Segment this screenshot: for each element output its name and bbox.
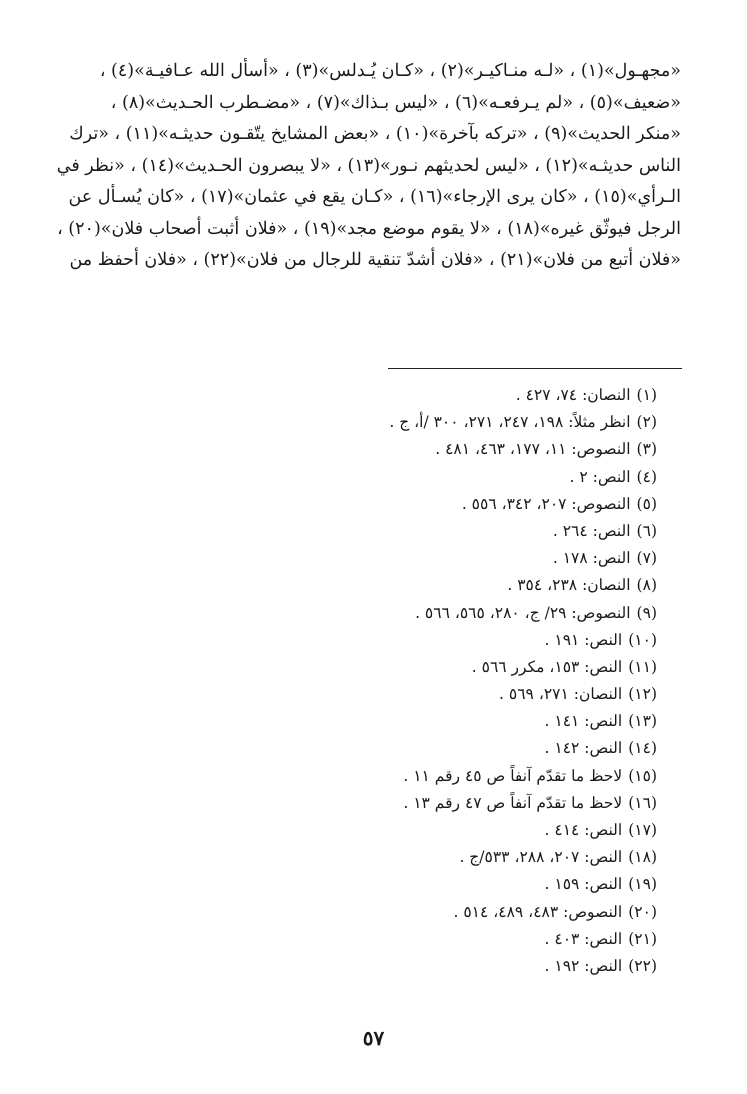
footnote-item bbox=[237, 735, 657, 762]
footnote-item bbox=[237, 871, 657, 898]
footnote-item bbox=[237, 464, 657, 491]
footnote-text: النص: ١٧٨ . bbox=[552, 549, 631, 568]
footnote-item bbox=[237, 518, 657, 545]
footnote-number: (١٥) bbox=[628, 766, 657, 785]
footnote-item bbox=[237, 545, 657, 572]
footnote-text: النص: ٢٠٧، ٢٨٨، ٥٣٣/ج . bbox=[459, 848, 623, 867]
footnote-number: (٢٢) bbox=[628, 956, 657, 975]
footnote-number: (٥) bbox=[636, 494, 657, 513]
footnote-text: لاحظ ما تقدّم آنفاً ص ٤٧ رقم ١٣ . bbox=[403, 793, 623, 812]
footnote-item bbox=[237, 953, 657, 980]
footnote-item bbox=[237, 708, 657, 735]
footnote-text: لاحظ ما تقدّم آنفاً ص ٤٥ رقم ١١ . bbox=[403, 766, 623, 785]
footnote-number: (١٢) bbox=[628, 685, 657, 704]
footnote-number: (٨) bbox=[636, 576, 657, 595]
footnote-text: النص: ١٩١ . bbox=[544, 630, 623, 649]
footnote-number: (١١) bbox=[628, 657, 657, 676]
footnote-text: النص: ١٩٢ . bbox=[544, 956, 623, 975]
footnote-number: (١٠) bbox=[628, 630, 657, 649]
footnote-number: (٢) bbox=[636, 413, 657, 432]
body-line: «فلان أتبع من فلان»(٢١) ، «فلان أشدّ تنقية للرجال من فلان»(٢٢) ، «فلان أحفظ من bbox=[69, 250, 681, 270]
footnote-number: (١٣) bbox=[628, 712, 657, 731]
body-line: «ضعيف»(٥) ، «لم يـرفعـه»(٦) ، «ليس بـذاك»(٧) ، «مضـطرب الحـديث»(٨) ، bbox=[110, 92, 681, 113]
footnote-number: (٤) bbox=[636, 467, 657, 486]
footnote-text: النصوص: ٤٨٣، ٤٨٩، ٥١٤ . bbox=[453, 902, 623, 921]
footnote-text: النصان: ٧٤، ٤٢٧ . bbox=[515, 386, 631, 404]
body-line: «مجهـول»(١) ، «لـه منـاكيـر»(٢) ، «كـان يُـدلس»(٣) ، «أسأل الله عـافيـة»(٤) ، bbox=[99, 61, 681, 81]
footnote-item bbox=[237, 844, 657, 871]
footnote-text: النصان: ٢٧١، ٥٦٩ . bbox=[499, 685, 623, 704]
footnote-separator bbox=[388, 368, 682, 369]
footnote-number: (١٧) bbox=[628, 821, 657, 839]
footnote-item bbox=[237, 681, 657, 708]
footnote-text: النص: ١٥٩ . bbox=[544, 875, 623, 894]
footnote-item bbox=[237, 654, 657, 681]
footnote-number: (١٤) bbox=[628, 739, 657, 758]
footnote-item bbox=[237, 926, 657, 953]
main-text-block bbox=[56, 56, 681, 277]
footnote-item bbox=[237, 600, 657, 627]
page-number: ٥٧ bbox=[362, 1026, 385, 1050]
footnote-number: (٣) bbox=[636, 440, 657, 459]
footnote-number: (١٩) bbox=[628, 875, 657, 894]
body-line: الـرأي»(١٥) ، «كان يرى الإرجاء»(١٦) ، «كـان يقع في عثمان»(١٧) ، «كان يُسـأل عن bbox=[68, 187, 681, 207]
footnote-text: النصوص: ١١، ١٧٧، ٤٦٣، ٤٨١ . bbox=[435, 440, 631, 459]
footnote-text: النص: ٤٠٣ . bbox=[544, 929, 623, 948]
footnote-text: النص: ١٥٣، مكرر ٥٦٦ . bbox=[471, 657, 623, 676]
footnote-text: النص: ٤١٤ . bbox=[544, 821, 623, 839]
footnote-text: النص: ١٤٢ . bbox=[544, 739, 623, 758]
footnote-item bbox=[237, 817, 657, 844]
footnote-item bbox=[237, 790, 657, 817]
footnote-number: (١٦) bbox=[628, 793, 657, 812]
body-line: الرجل فيوثّق غيره»(١٨) ، «لا يقوم موضع مجد»(١٩) ، «فلان أثبت أصحاب فلان»(٢٠) ، bbox=[57, 218, 681, 239]
footnote-text: انظر مثلاً: ١٩٨، ٢٤٧، ٢٧١، ٣٠٠ /أ، ج . bbox=[389, 413, 631, 432]
footnote-item bbox=[237, 491, 657, 518]
body-line: «منكر الحديث»(٩) ، «تركه بآخرة»(١٠) ، «بعض المشايخ يتّقـون حديثـه»(١١) ، «ترك bbox=[69, 124, 681, 144]
body-line: الناس حديثـه»(١٢) ، «ليس لحديثهم نـور»(١٣) ، «لا يبصرون الحـديث»(١٤) ، «نظر في bbox=[56, 155, 681, 176]
footnote-text: النصوص: ٢٩/ ج، ٢٨٠، ٥٦٥، ٥٦٦ . bbox=[415, 603, 631, 622]
footnote-number: (٧) bbox=[636, 549, 657, 568]
footnote-item bbox=[237, 409, 657, 436]
footnote-number: (٩) bbox=[636, 603, 657, 622]
footnote-text: النص: ١٤١ . bbox=[544, 712, 623, 731]
footnote-text: النص: ٢ . bbox=[569, 467, 631, 486]
footnote-item bbox=[237, 436, 657, 463]
footnotes-list bbox=[237, 382, 657, 980]
footnote-item bbox=[237, 572, 657, 599]
footnote-number: (١٨) bbox=[628, 848, 657, 867]
footnote-item bbox=[237, 763, 657, 790]
footnote-text: النصان: ٢٣٨، ٣٥٤ . bbox=[507, 576, 631, 595]
footnote-number: (٢١) bbox=[628, 929, 657, 948]
footnote-text: النصوص: ٢٠٧، ٣٤٢، ٥٥٦ . bbox=[461, 494, 631, 513]
footnote-item bbox=[237, 382, 657, 409]
footnote-text: النص: ٢٦٤ . bbox=[552, 521, 631, 540]
footnote-item bbox=[237, 899, 657, 926]
footnote-number: (٢٠) bbox=[628, 902, 657, 921]
footnote-number: (٦) bbox=[636, 521, 657, 540]
footnote-number: (١) bbox=[636, 386, 657, 404]
footnote-item bbox=[237, 627, 657, 654]
